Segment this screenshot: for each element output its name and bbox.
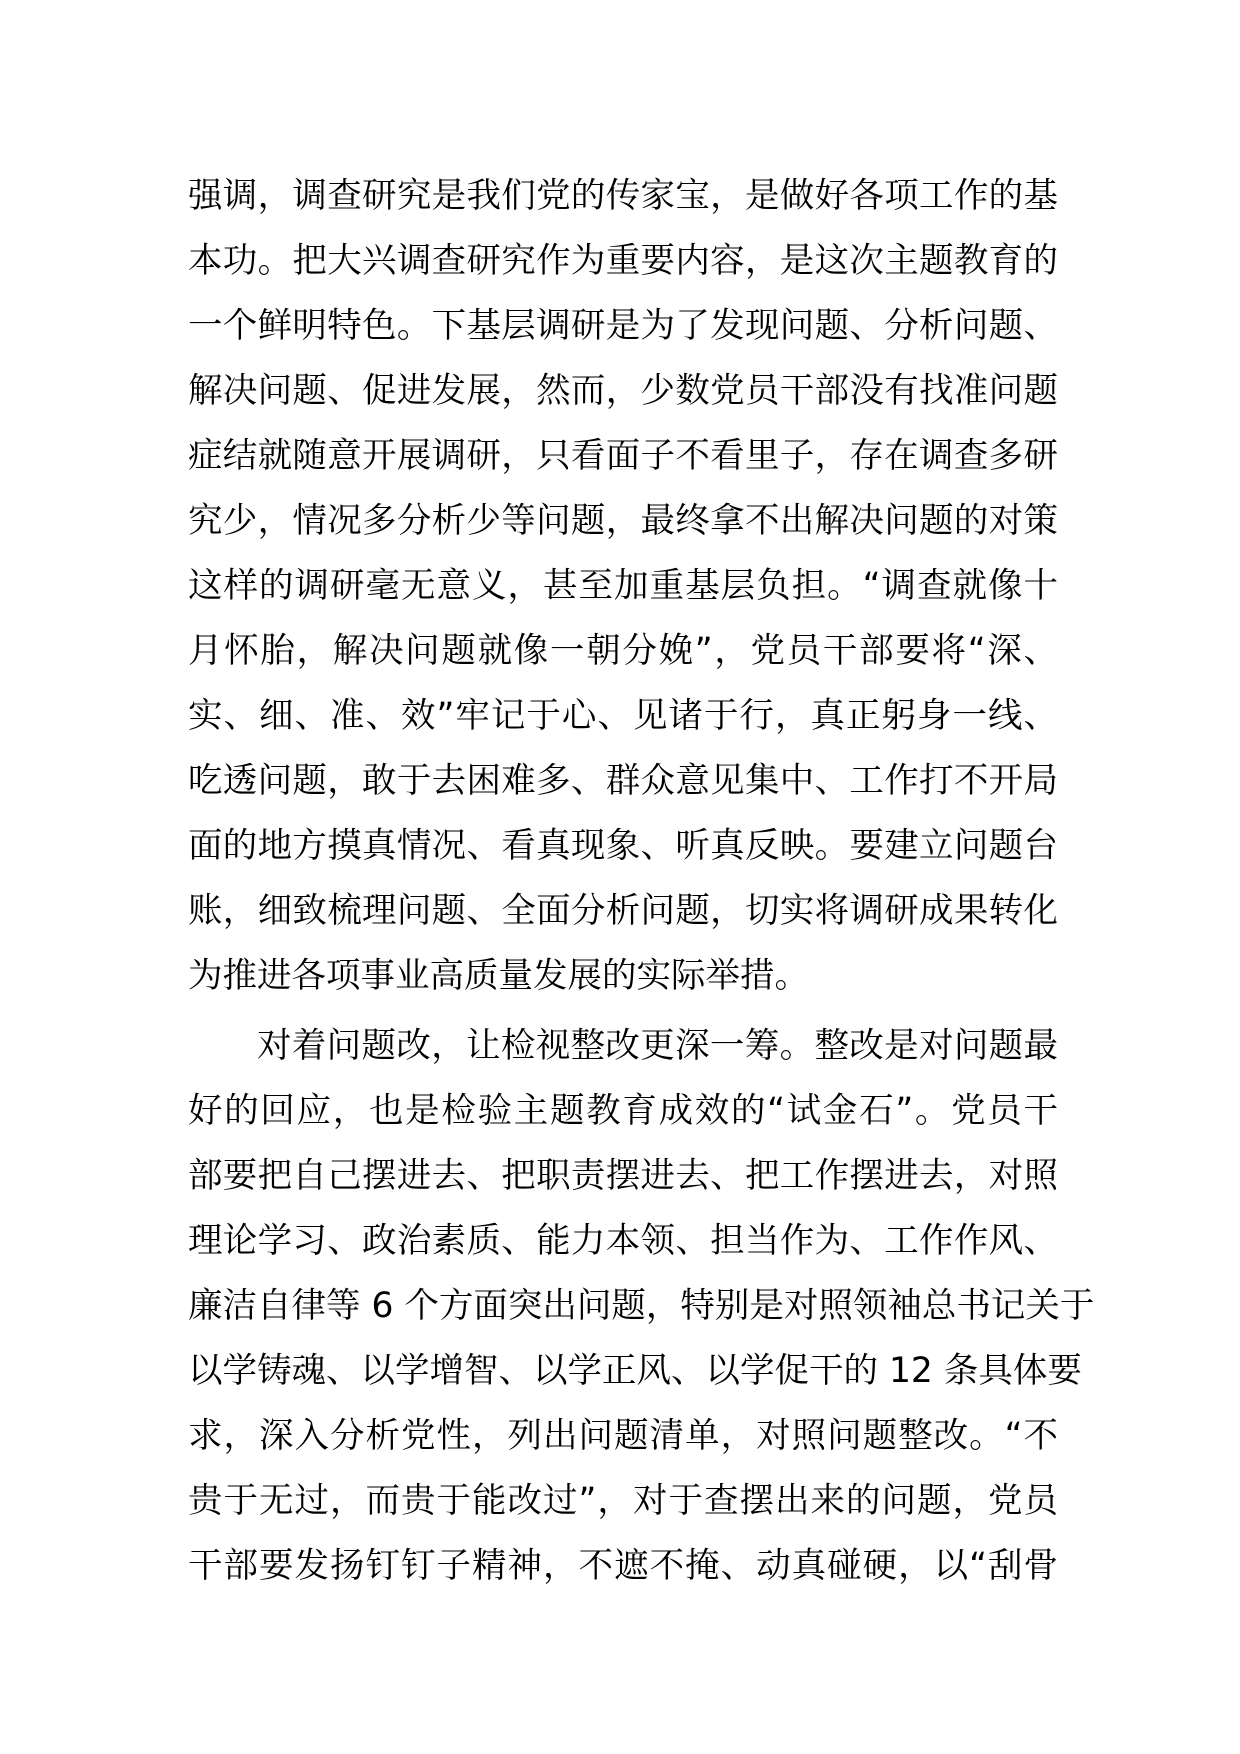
text-line: 本功。把大兴调查研究作为重要内容，是这次主题教育的 <box>188 241 1058 281</box>
text-line: 部要把自己摆进去、把职责摆进去、把工作摆进去，对照 <box>188 1156 1058 1196</box>
paragraph-2 <box>188 1014 1095 1599</box>
text-line: 究少，情况多分析少等问题，最终拿不出解决问题的对策 <box>188 501 1058 541</box>
text-line: 解决问题、促进发展，然而，少数党员干部没有找准问题 <box>188 371 1058 411</box>
paragraph-1 <box>188 164 1058 1009</box>
text-line: 贵于无过，而贵于能改过”，对于查摆出来的问题，党员 <box>188 1481 1058 1521</box>
text-line: 症结就随意开展调研，只看面子不看里子，存在调查多研 <box>188 436 1058 476</box>
text-line: 实、细、准、效”牢记于心、见诸于行，真正躬身一线、 <box>188 696 1058 736</box>
text-line: 强调，调查研究是我们党的传家宝，是做好各项工作的基 <box>188 176 1058 216</box>
text-line: 干部要发扬钉钉子精神，不遮不掩、动真碰硬，以“刮骨 <box>188 1546 1058 1586</box>
text-line: 吃透问题，敢于去困难多、群众意见集中、工作打不开局 <box>188 761 1058 801</box>
text-line: 面的地方摸真情况、看真现象、听真反映。要建立问题台 <box>188 826 1058 866</box>
text-line: 好的回应，也是检验主题教育成效的“试金石”。党员干 <box>188 1091 1058 1131</box>
text-line: 理论学习、政治素质、能力本领、担当作为、工作作风、 <box>188 1221 1058 1261</box>
document-body <box>188 164 1095 1599</box>
text-line: 一个鲜明特色。下基层调研是为了发现问题、分析问题、 <box>188 306 1058 346</box>
text-line: 月怀胎，解决问题就像一朝分娩”，党员干部要将“深、 <box>188 631 1058 671</box>
text-line: 账，细致梳理问题、全面分析问题，切实将调研成果转化 <box>188 891 1058 931</box>
text-line: 为推进各项事业高质量发展的实际举措。 <box>188 956 809 996</box>
text-line: 廉洁自律等 6 个方面突出问题，特别是对照领袖总书记关于 <box>188 1286 1095 1326</box>
text-line: 对着问题改，让检视整改更深一筹。整改是对问题最 <box>257 1026 1058 1066</box>
text-line: 求，深入分析党性，列出问题清单，对照问题整改。“不 <box>188 1416 1058 1456</box>
text-line: 这样的调研毫无意义，甚至加重基层负担。“调查就像十 <box>188 566 1058 606</box>
text-line: 以学铸魂、以学增智、以学正风、以学促干的 12 条具体要 <box>188 1351 1082 1391</box>
